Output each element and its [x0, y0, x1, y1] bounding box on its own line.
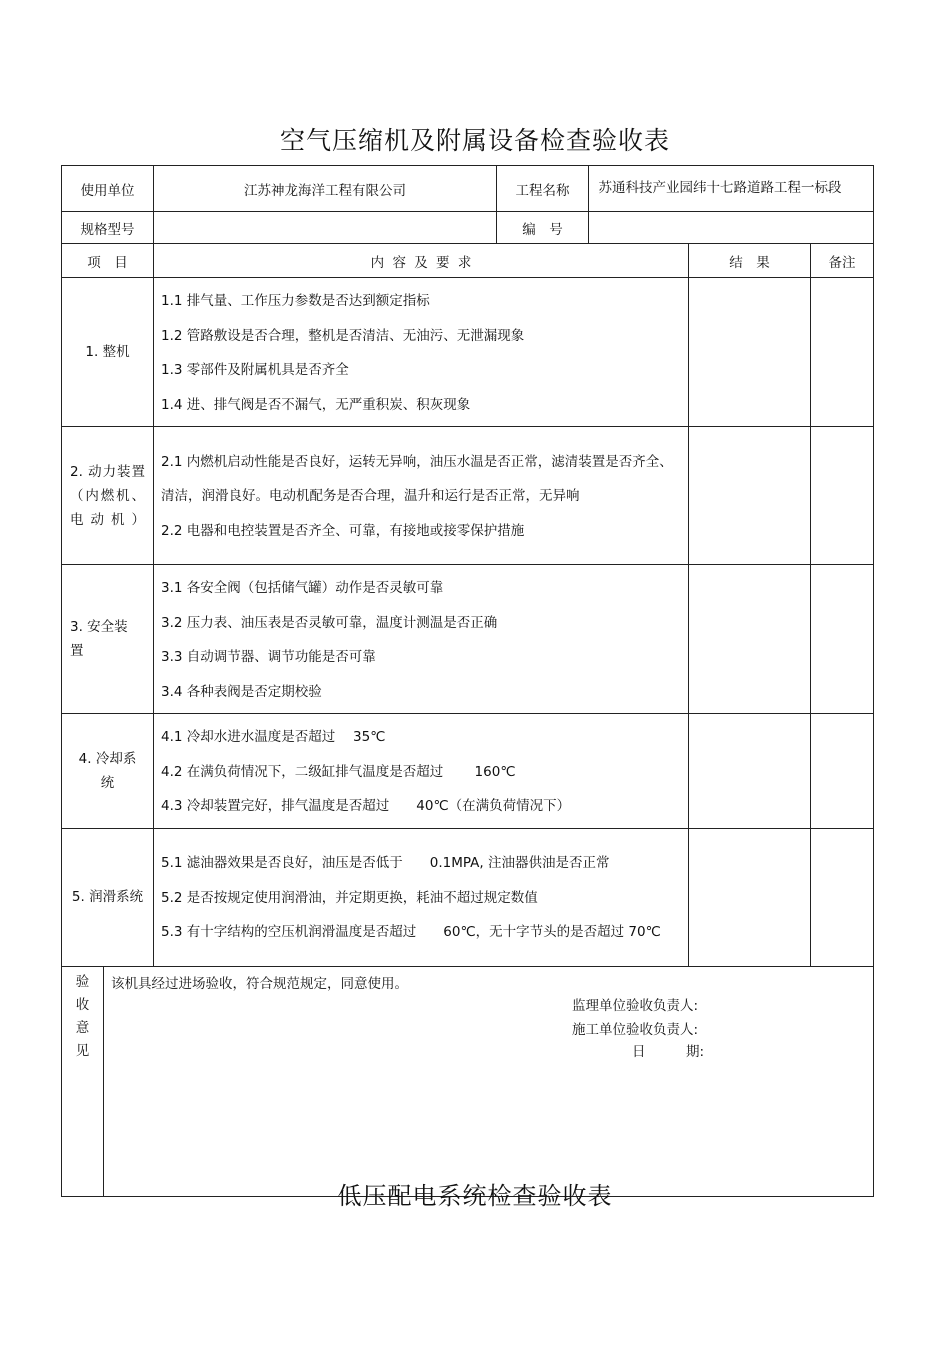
section-row [62, 427, 874, 565]
check-item: 5.2 是否按规定使用润滑油，并定期更换，耗油不超过规定数值 [161, 889, 538, 906]
opinion-label-text: 验收意见 [75, 973, 90, 1059]
check-item: 5.1 滤油器效果是否良好，油压是否低于 0.1MPA, 注油器供油是否正常 [161, 855, 610, 872]
opinion-row [62, 966, 874, 1196]
result-cell[interactable] [689, 714, 811, 829]
inspection-table-wrapper [61, 165, 873, 1197]
section-label-text: 3. 安全装置 [70, 619, 128, 659]
check-item: 1.4 进、排气阀是否不漏气，无严重积炭、积灰现象 [161, 396, 471, 413]
check-item: 4.2 在满负荷情况下，二级缸排气温度是否超过 160℃ [161, 763, 516, 780]
result-cell[interactable] [689, 565, 811, 714]
section-row [62, 565, 874, 714]
col-content: 内 容 及 要 求 [154, 244, 689, 278]
section-items [154, 278, 689, 427]
section-label [62, 828, 154, 966]
result-cell[interactable] [689, 828, 811, 966]
unit-label: 使用单位 [62, 166, 154, 212]
col-remark: 备注 [811, 244, 874, 278]
supervisor-signature-label: 监理单位验收负责人: [572, 997, 699, 1014]
opinion-cell[interactable] [104, 966, 874, 1196]
project-label: 工程名称 [497, 166, 589, 212]
section-row [62, 828, 874, 966]
check-item: 2.2 电器和电控装置是否齐全、可靠，有接地或接零保护措施 [161, 522, 525, 539]
col-result: 结 果 [689, 244, 811, 278]
result-cell[interactable] [689, 278, 811, 427]
check-item: 2.1 内燃机启动性能是否良好，运转无异响，油压水温是否正常，滤清装置是否齐全、清洁，润滑良好。电动机配务是否合理，温升和运行是否正常，无异响 [161, 453, 673, 505]
section-row [62, 714, 874, 829]
check-item: 4.3 冷却装置完好，排气温度是否超过 40℃（在满负荷情况下） [161, 798, 571, 814]
check-item: 3.3 自动调节器、调节功能是否可靠 [161, 649, 376, 665]
section-items [154, 714, 689, 829]
model-label: 规格型号 [62, 212, 154, 244]
inspection-table [61, 165, 874, 1197]
next-page-title: 低压配电系统检查验收表 [337, 1182, 613, 1210]
section-label-text: 5. 润滑系统 [71, 889, 144, 905]
col-item: 项 目 [62, 244, 154, 278]
contractor-signature-label: 施工单位验收负责人: [572, 1021, 699, 1038]
section-label-text: 4. 冷却系统 [78, 750, 137, 791]
section-items [154, 565, 689, 714]
check-item: 4.1 冷却水进水温度是否超过 35℃ [161, 729, 386, 745]
check-item: 5.3 有十字结构的空压机润滑温度是否超过 60℃，无十字节头的是否超过 70℃ [161, 924, 661, 941]
check-item: 3.2 压力表、油压表是否灵敏可靠，温度计测温是否正确 [161, 614, 498, 631]
unit-value: 江苏神龙海洋工程有限公司 [154, 166, 497, 212]
header-row-model [62, 212, 874, 244]
check-item: 3.1 各安全阀（包括储气罐）动作是否灵敏可靠 [161, 580, 444, 596]
section-label: 1. 整机 [62, 278, 154, 427]
check-item: 1.1 排气量、工作压力参数是否达到额定指标 [161, 293, 430, 309]
section-label [62, 565, 154, 714]
check-item: 1.3 零部件及附属机具是否齐全 [161, 362, 349, 378]
section-label [62, 427, 154, 565]
remark-cell[interactable] [811, 714, 874, 829]
result-cell[interactable] [689, 427, 811, 565]
remark-cell[interactable] [811, 278, 874, 427]
number-label: 编 号 [497, 212, 589, 244]
opinion-text: 该机具经过进场验收，符合规范规定，同意使用。 [111, 975, 408, 992]
project-value: 苏通科技产业园纬十七路道路工程一标段 [589, 166, 874, 212]
column-header-row [62, 244, 874, 278]
section-items [154, 427, 689, 565]
opinion-label [62, 966, 104, 1196]
model-value [154, 212, 497, 244]
page-title: 空气压缩机及附属设备检查验收表 [279, 126, 670, 155]
section-label-text: 2. 动力装置（内燃机、电动机） [70, 463, 145, 528]
remark-cell[interactable] [811, 427, 874, 565]
number-value [589, 212, 874, 244]
remark-cell[interactable] [811, 828, 874, 966]
section-items [154, 828, 689, 966]
section-row [62, 278, 874, 427]
header-row-unit [62, 166, 874, 212]
date-label: 日 期: [632, 1043, 705, 1060]
check-item: 3.4 各种表阀是否定期校验 [161, 683, 322, 700]
check-item: 1.2 管路敷设是否合理，整机是否清洁、无油污、无泄漏现象 [161, 327, 525, 344]
remark-cell[interactable] [811, 565, 874, 714]
section-label [62, 714, 154, 829]
